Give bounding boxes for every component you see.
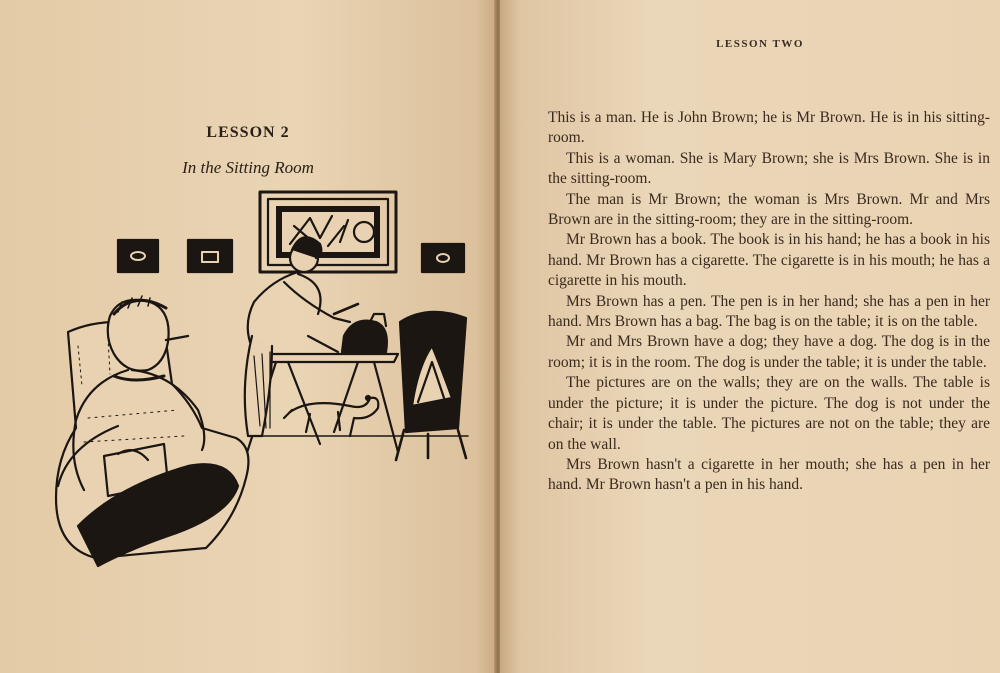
paragraph-1: This is a man. He is John Brown; he is Mr Brown. He is in his sitting-room. [548, 109, 990, 147]
fireplace [396, 312, 466, 460]
wall-picture-small-2 [188, 240, 232, 272]
paragraph-3: The man is Mr Brown; the woman is Mrs Brown. Mr and Mrs Brown are in the sitting-room; they are in the sitting-room. [548, 190, 990, 229]
paragraph-7: The pictures are on the walls; they are on the walls. The table is under the picture; it is under the picture. The dog is not under the chair; it is under the table. The pictures are not on the table; they are on the wall. [548, 374, 990, 453]
paragraph-8: Mrs Brown hasn't a cigarette in her mouth; she has a pen in her hand. Mr Brown hasn't a pen in his hand. [548, 455, 990, 494]
paragraph-6: Mr and Mrs Brown have a dog; they have a dog. The dog is in the room; it is in the room. The dog is under the table; it is under the table. [548, 333, 990, 371]
sitting-room-illustration [48, 186, 488, 576]
lesson-subtitle: In the Sitting Room [182, 158, 314, 177]
wall-picture-small-1 [118, 240, 158, 272]
paragraph-4: Mr Brown has a book. The book is in his hand; he has a book in his hand. Mr Brown has a cigarette. The cigarette is in his mouth; he has a cigarette in his mouth. [548, 231, 990, 290]
wall-picture-small-3 [422, 244, 464, 272]
paragraph-5: Mrs Brown has a pen. The pen is in her hand; she has a pen in her hand. Mrs Brown has a bag. The bag is on the table; it is on the table. [548, 292, 990, 331]
paragraph-2: This is a woman. She is Mary Brown; she is Mrs Brown. She is in the sitting-room. [548, 149, 990, 188]
dog-figure [284, 396, 378, 436]
lesson-body-text [548, 108, 990, 496]
lesson-number-heading: LESSON 2 [206, 124, 290, 141]
left-page [0, 0, 496, 673]
wall-picture-large [260, 192, 396, 272]
running-head: LESSON TWO [716, 38, 804, 50]
